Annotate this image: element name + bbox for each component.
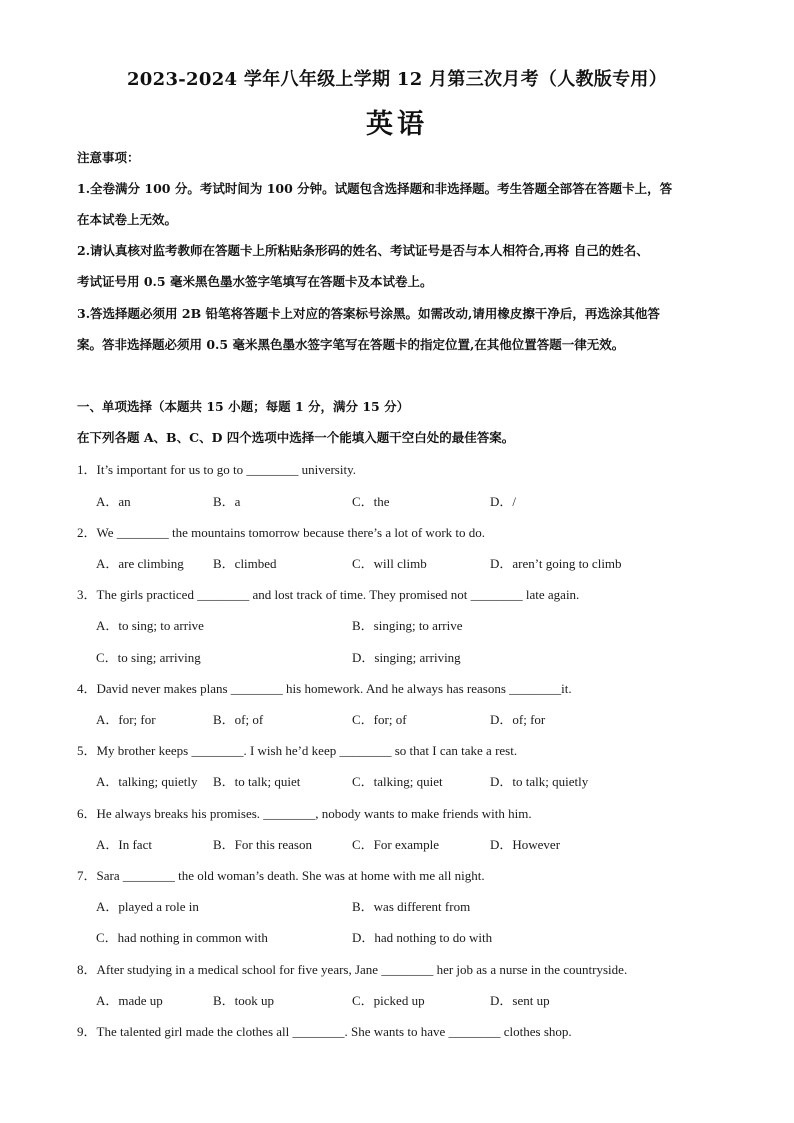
option-a[interactable]: A．for; for xyxy=(96,712,156,727)
exam-title: 2023-2024 学年八年级上学期 12 月第三次月考（人教版专用） xyxy=(126,69,667,90)
question-stem: 6．He always breaks his promises. ________, nobody wants to make friends with him. xyxy=(77,806,532,821)
option-d[interactable]: D．of; for xyxy=(490,712,546,727)
notice-line: 3.答选择题必须用 2B 铅笔将答题卡上对应的答案标号涂黑。如需改动,请用橡皮擦干净后，再选涂其他答 xyxy=(77,306,660,321)
section-instruction: 在下列各题 A、B、C、D 四个选项中选择一个能填入题干空白处的最佳答案。 xyxy=(77,430,515,445)
question-stem: 1．It’s important for us to go to ________ university. xyxy=(77,462,356,477)
option-d[interactable]: D．had nothing to do with xyxy=(352,930,493,945)
option-c[interactable]: C．had nothing in common with xyxy=(96,930,268,945)
option-b[interactable]: B．For this reason xyxy=(213,837,312,852)
section-title: 一、单项选择（本题共 15 小题；每题 1 分，满分 15 分） xyxy=(77,399,410,414)
option-d[interactable]: D．to talk; quietly xyxy=(490,774,589,789)
option-c[interactable]: C．talking; quiet xyxy=(352,774,443,789)
option-a[interactable]: A．to sing; to arrive xyxy=(96,618,204,633)
option-c[interactable]: C．For example xyxy=(352,837,440,852)
option-b[interactable]: B．singing; to arrive xyxy=(352,618,463,633)
option-b[interactable]: B．took up xyxy=(213,993,275,1008)
option-d[interactable]: D．singing; arriving xyxy=(352,650,461,665)
option-a[interactable]: A．made up xyxy=(96,993,163,1008)
question-stem: 4．David never makes plans ________ his homework. And he always has reasons ________it. xyxy=(77,681,572,696)
option-b[interactable]: B．a xyxy=(213,494,241,509)
option-c[interactable]: C．the xyxy=(352,494,390,509)
question-stem: 3．The girls practiced ________ and lost track of time. They promised not ________ late again. xyxy=(77,587,580,602)
option-a[interactable]: A．talking; quietly xyxy=(96,774,198,789)
question-stem: 2．We ________ the mountains tomorrow because there’s a lot of work to do. xyxy=(77,525,486,540)
notice-line: 2.请认真核对监考教师在答题卡上所粘贴条形码的姓名、考试证号是否与本人相符合,再将 自己的姓名、 xyxy=(77,243,649,258)
option-c[interactable]: C．for; of xyxy=(352,712,407,727)
option-b[interactable]: B．to talk; quiet xyxy=(213,774,301,789)
notice-line: 考试证号用 0.5 毫米黑色墨水签字笔填写在答题卡及本试卷上。 xyxy=(77,274,433,289)
option-c[interactable]: C．picked up xyxy=(352,993,425,1008)
notice-line: 案。答非选择题必须用 0.5 毫米黑色墨水签字笔写在答题卡的指定位置,在其他位置答题一律无效。 xyxy=(77,337,625,352)
option-b[interactable]: B．climbed xyxy=(213,556,277,571)
notice-line: 1.全卷满分 100 分。考试时间为 100 分钟。试题包含选择题和非选择题。考生答题全部答在答题卡上，答 xyxy=(77,181,673,196)
option-d[interactable]: D．However xyxy=(490,837,561,852)
option-a[interactable]: A．played a role in xyxy=(96,899,199,914)
subject-title: 英语 xyxy=(366,109,428,140)
option-d[interactable]: D．sent up xyxy=(490,993,550,1008)
option-a[interactable]: A．are climbing xyxy=(96,556,184,571)
question-stem: 5．My brother keeps ________. I wish he’d keep ________ so that I can take a rest. xyxy=(77,743,518,758)
question-stem: 7．Sara ________ the old woman’s death. She was at home with me all night. xyxy=(77,868,485,883)
option-d[interactable]: D．aren’t going to climb xyxy=(490,556,622,571)
option-c[interactable]: C．will climb xyxy=(352,556,427,571)
option-a[interactable]: A．an xyxy=(96,494,131,509)
option-b[interactable]: B．was different from xyxy=(352,899,471,914)
option-c[interactable]: C．to sing; arriving xyxy=(96,650,201,665)
option-d[interactable]: D．/ xyxy=(490,494,517,509)
option-b[interactable]: B．of; of xyxy=(213,712,264,727)
question-stem: 9．The talented girl made the clothes all ________. She wants to have ________ clothes shop. xyxy=(77,1024,572,1039)
notice-line: 在本试卷上无效。 xyxy=(77,212,178,227)
question-stem: 8．After studying in a medical school for five years, Jane ________ her job as a nurse in the countryside. xyxy=(77,962,628,977)
option-a[interactable]: A．In fact xyxy=(96,837,152,852)
notice-heading: 注意事项： xyxy=(77,150,140,165)
